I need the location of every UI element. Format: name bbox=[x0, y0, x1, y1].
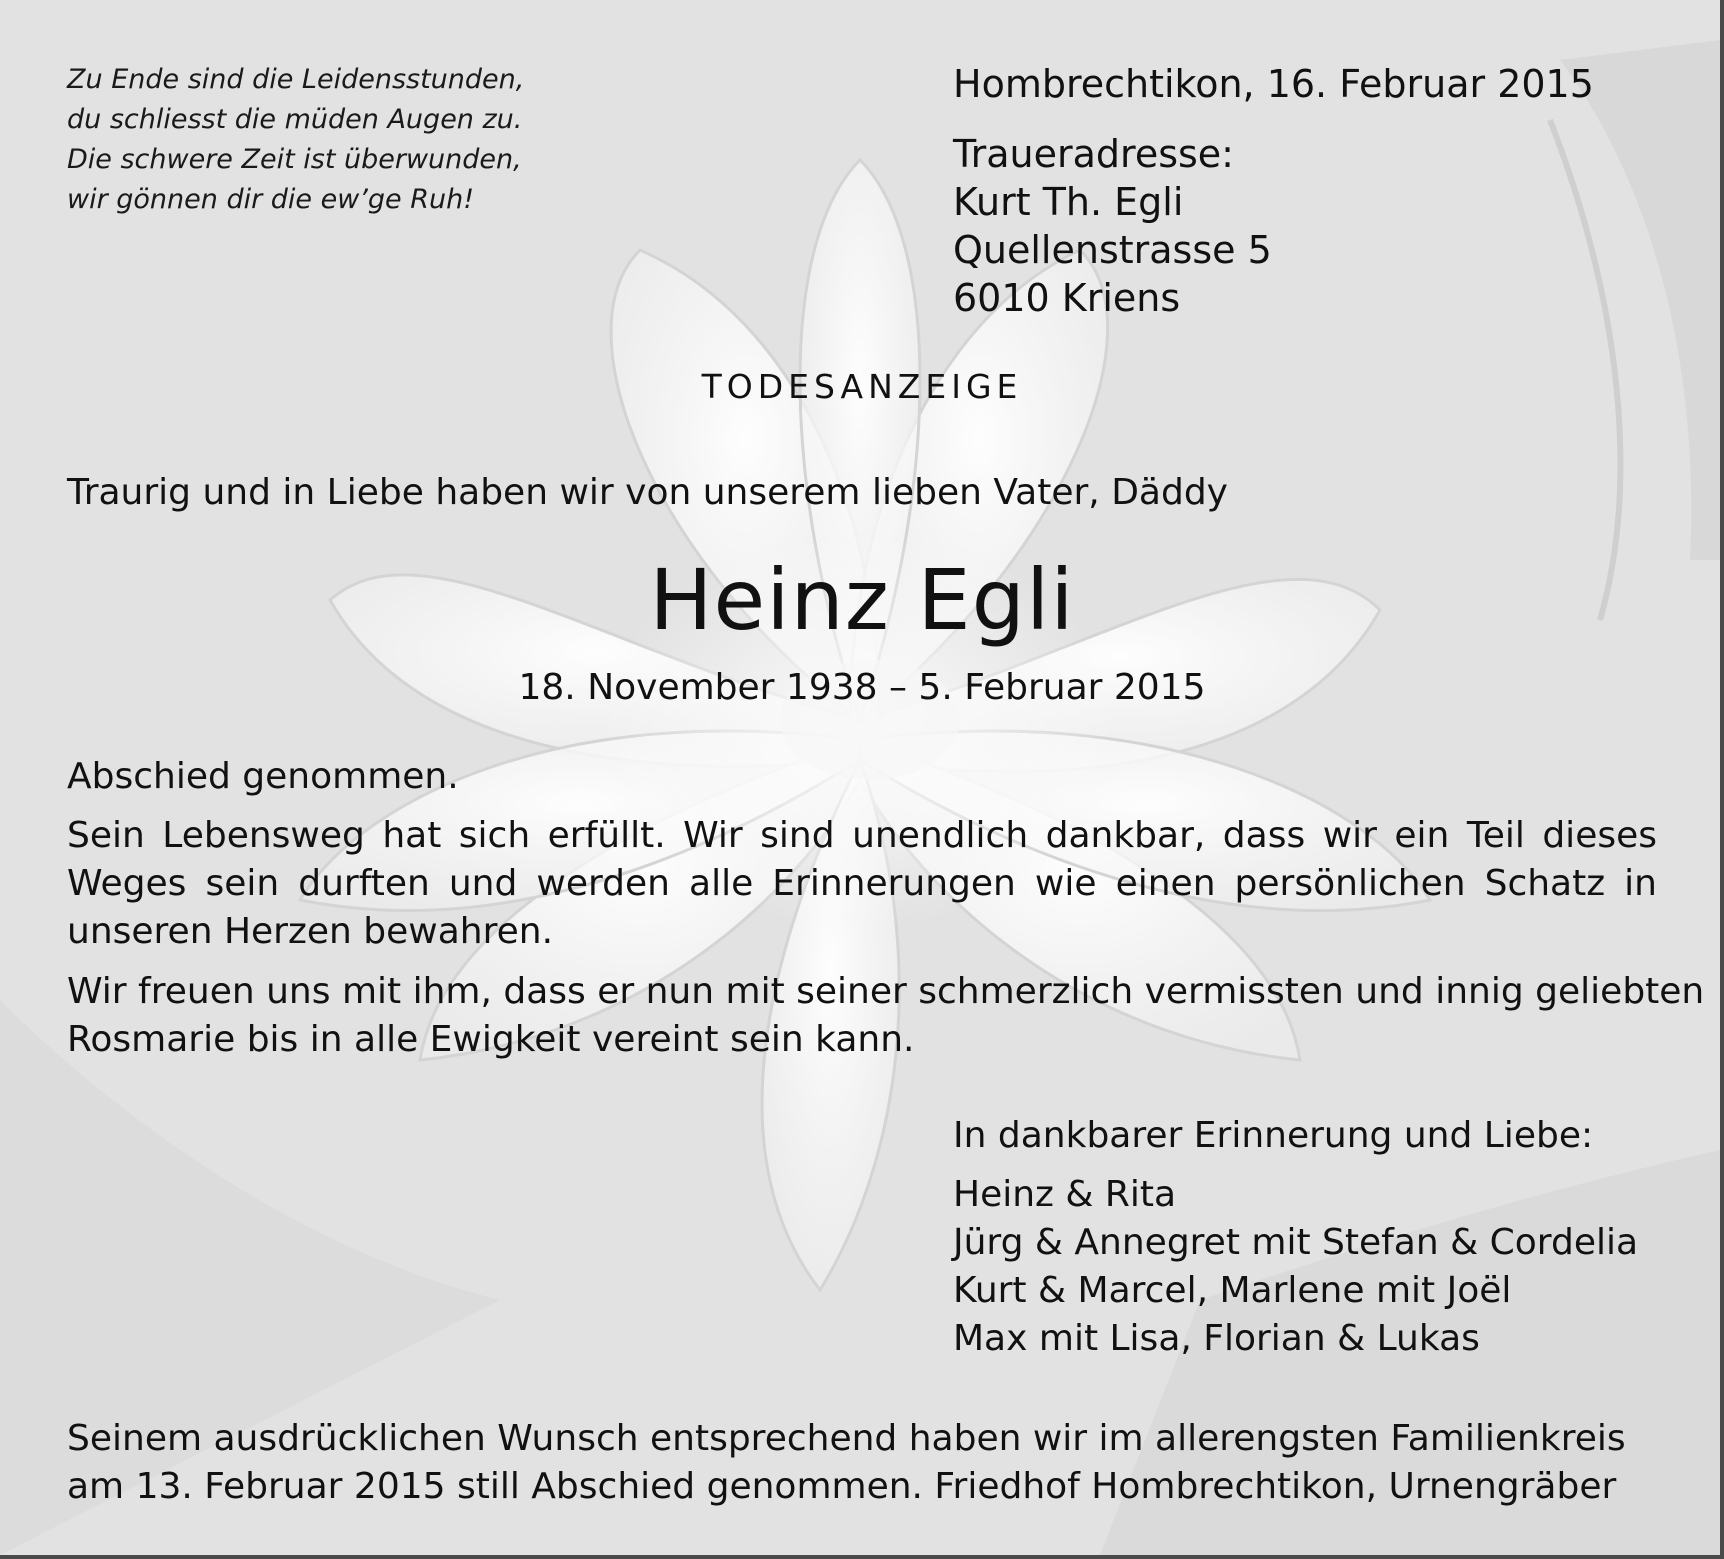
verse-line: du schliesst die müden Augen zu. bbox=[67, 104, 523, 135]
place-and-date: Hombrechtikon, 16. Februar 2015 bbox=[953, 62, 1594, 106]
deceased-name: Heinz Egli bbox=[649, 551, 1075, 649]
closing-note bbox=[67, 1415, 1667, 1511]
address-street: Quellenstrasse 5 bbox=[953, 228, 1272, 272]
family-member-line: Kurt & Marcel, Marlene mit Joël bbox=[953, 1270, 1512, 1311]
closing-line: Seinem ausdrücklichen Wunsch entsprechend haben wir im allerengsten Familienkreis bbox=[67, 1418, 1626, 1459]
intro-text: Traurig und in Liebe haben wir von unserem lieben Vater, Däddy bbox=[67, 472, 1228, 513]
life-dates: 18. November 1938 – 5. Februar 2015 bbox=[518, 667, 1206, 708]
verse-line: Die schwere Zeit ist überwunden, bbox=[67, 144, 522, 175]
body-paragraph-reunion bbox=[67, 968, 1705, 1064]
family-signatures bbox=[953, 1171, 1638, 1363]
address-name: Kurt Th. Egli bbox=[953, 180, 1184, 224]
mourning-address bbox=[953, 130, 1272, 322]
notice-heading: TODESANZEIGE bbox=[701, 367, 1023, 406]
verse-line: wir gönnen dir die ew’ge Ruh! bbox=[67, 184, 475, 215]
body-paragraph: Sein Lebensweg hat sich erfüllt. Wir sind unendlich dankbar, dass wir ein Teil dieses Weges sein durften und werden alle Erinnerungen wie einen persönlichen Schatz in unseren Herzen bewahren. bbox=[67, 815, 1657, 952]
verse-line: Zu Ende sind die Leidensstunden, bbox=[67, 64, 525, 95]
family-member-line: Max mit Lisa, Florian & Lukas bbox=[953, 1318, 1480, 1359]
family-member-line: Jürg & Annegret mit Stefan & Cordelia bbox=[953, 1222, 1639, 1263]
memorial-verse bbox=[67, 60, 627, 220]
closing-line: am 13. Februar 2015 still Abschied genommen. Friedhof Hombrechtikon, Urnengräber bbox=[67, 1466, 1617, 1507]
signature-label: In dankbarer Erinnerung und Liebe: bbox=[953, 1115, 1594, 1156]
paragraph-line: Rosmarie bis in alle Ewigkeit vereint sein kann. bbox=[67, 1019, 915, 1060]
address-city: 6010 Kriens bbox=[953, 276, 1181, 320]
address-label: Traueradresse: bbox=[953, 132, 1234, 176]
family-member-line: Heinz & Rita bbox=[953, 1174, 1177, 1215]
farewell-text: Abschied genommen. bbox=[67, 756, 459, 797]
paragraph-line: Wir freuen uns mit ihm, dass er nun mit seiner schmerzlich vermissten und innig geliebten bbox=[67, 971, 1705, 1012]
